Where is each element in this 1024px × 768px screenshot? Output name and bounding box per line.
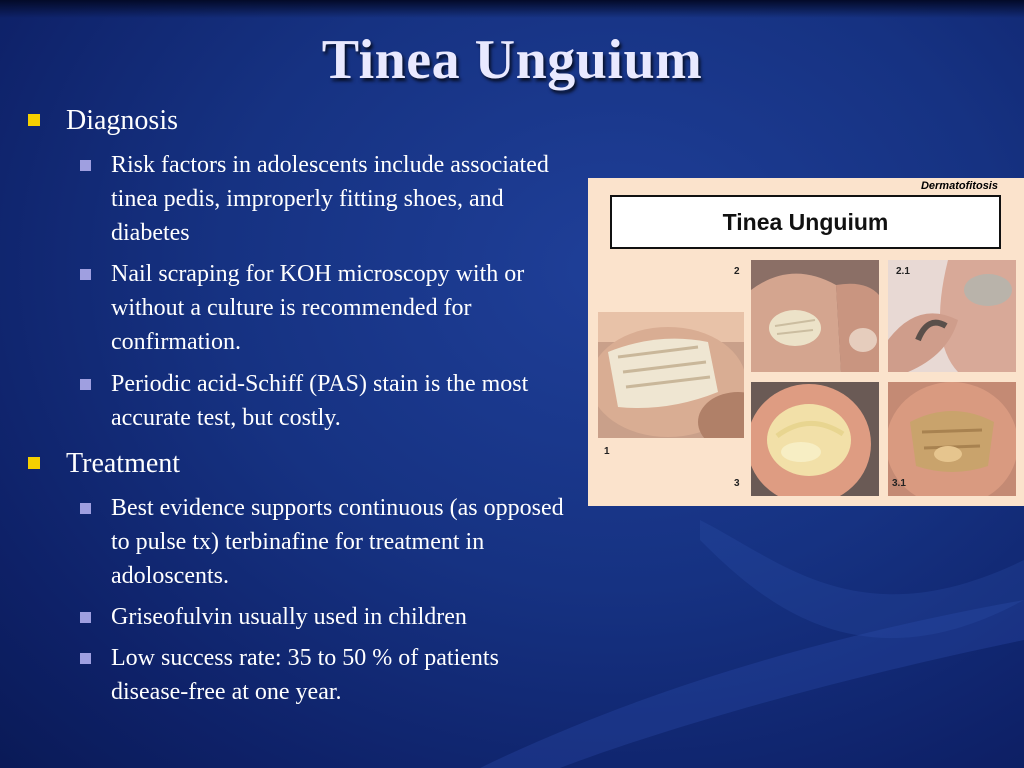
bullet-text: Risk factors in adolescents include associated tinea pedis, improperly fitting shoes, and diabetes <box>111 152 549 246</box>
nail-photo-3 <box>751 382 879 496</box>
bullet-square-icon <box>28 457 40 469</box>
photo-label: 2 <box>734 266 740 277</box>
top-dark-strip <box>0 0 1024 18</box>
bullet-square-icon <box>80 160 91 171</box>
bullet-square-icon <box>28 114 40 126</box>
bullet-square-icon <box>80 653 91 664</box>
figure-brand: Dermatofitosis <box>920 180 998 192</box>
section-heading: Treatment <box>66 448 181 479</box>
bullet-text: Low success rate: 35 to 50 % of patients disease-free at one year. <box>111 645 499 705</box>
bullet-item <box>80 641 560 709</box>
nail-photo-3-1 <box>888 382 1016 496</box>
bullet-item <box>80 257 560 359</box>
photo-label: 1 <box>604 446 610 457</box>
figure-banner-text: Tinea Unguium <box>722 208 889 235</box>
photo-label: 3 <box>734 478 740 489</box>
clinical-photo-figure <box>588 178 1024 506</box>
bullet-item <box>80 148 560 250</box>
nail-photo-2 <box>751 260 879 372</box>
bullet-square-icon <box>80 612 91 623</box>
bullet-text: Periodic acid-Schiff (PAS) stain is the most accurate test, but costly. <box>111 371 529 431</box>
bullet-square-icon <box>80 379 91 390</box>
bullet-square-icon <box>80 503 91 514</box>
slide-title: Tinea Unguium <box>321 29 703 91</box>
bullet-text: Griseofulvin usually used in children <box>111 604 467 630</box>
bullet-square-icon <box>80 269 91 280</box>
bullet-item <box>80 491 564 593</box>
section-heading: Diagnosis <box>66 105 178 136</box>
bullet-item <box>80 367 560 435</box>
photo-label: 3.1 <box>892 478 906 489</box>
nail-photo-1 <box>598 312 744 438</box>
bullet-text: Best evidence supports continuous (as opposed to pulse tx) terbinafine for treatment in adoloscents. <box>111 495 564 589</box>
figure-banner <box>610 195 1001 249</box>
bullet-text: Nail scraping for KOH microscopy with or without a culture is recommended for confirmation. <box>111 261 525 355</box>
photo-label: 2.1 <box>896 266 910 277</box>
bullet-item <box>80 600 560 634</box>
